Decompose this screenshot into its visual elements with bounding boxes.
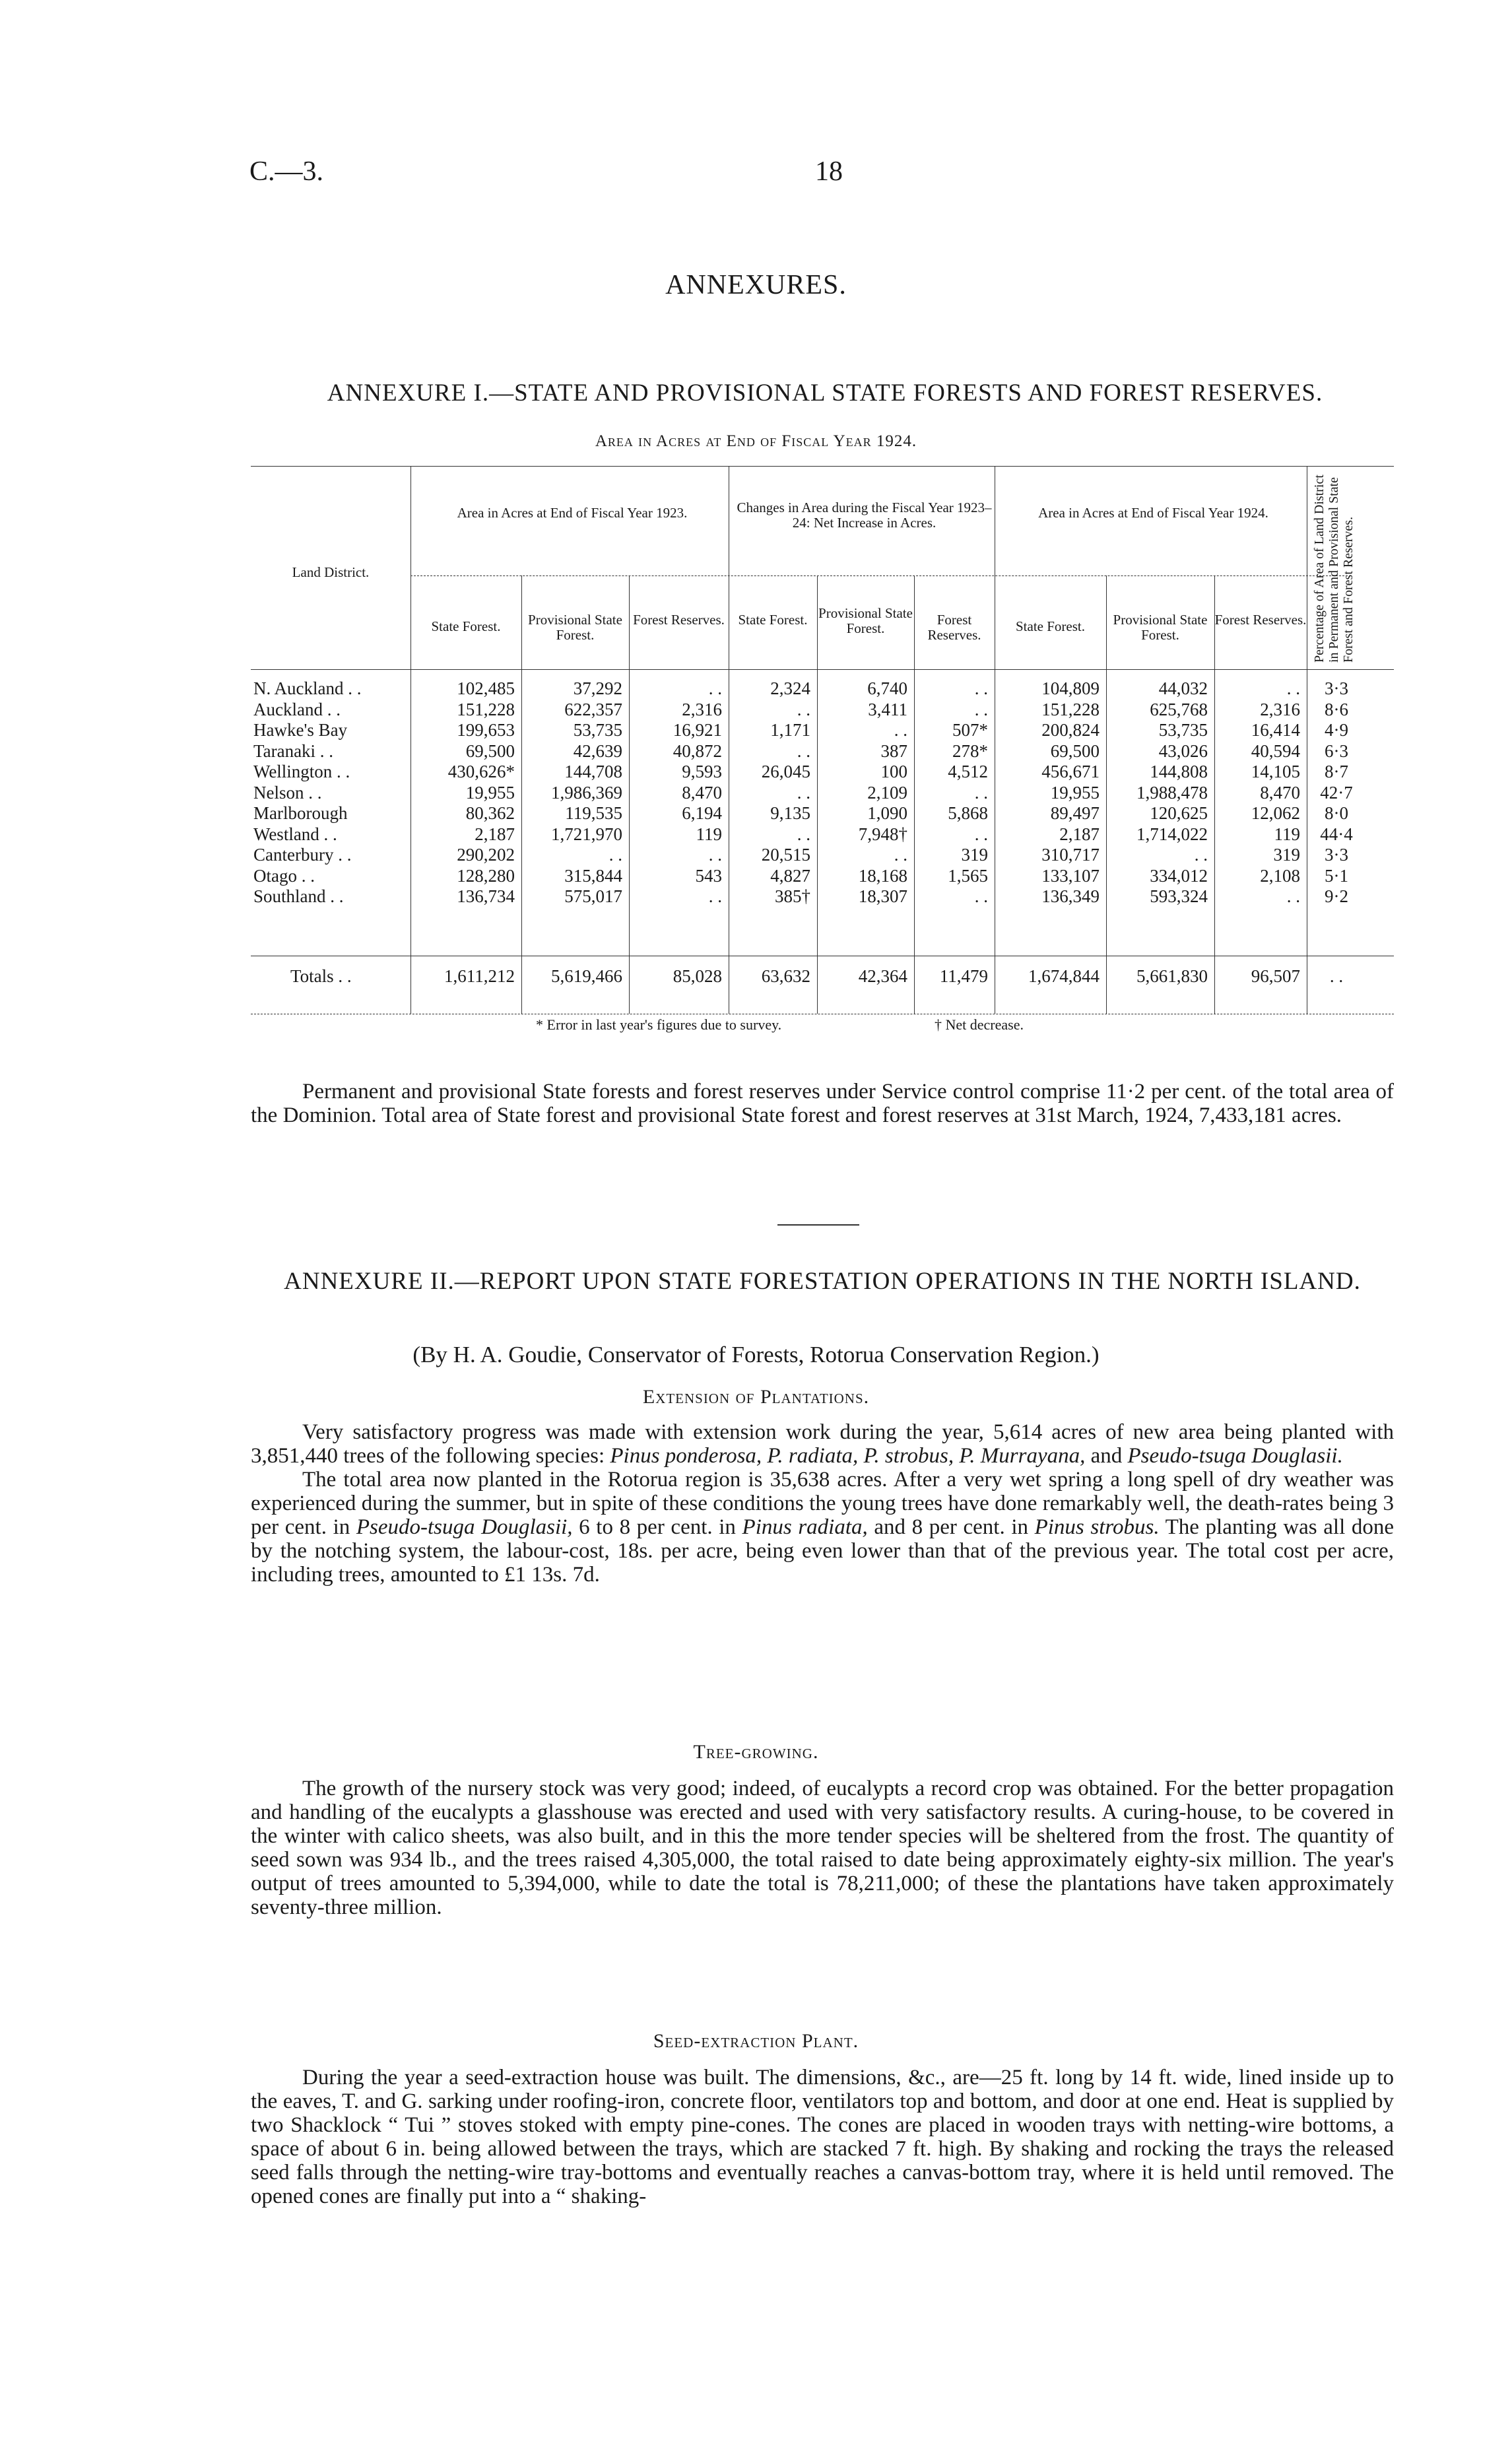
table-row-cell: 5,868	[948, 803, 988, 823]
extension-paragraph-2	[251, 1468, 1394, 1587]
sub-header: Provisional State Forest.	[1113, 612, 1208, 643]
table-row-cell: . .	[608, 845, 622, 865]
table-row-cell: 144,808	[1150, 762, 1208, 781]
text-run: Very satisfactory progress was made with extension work during the year, 5,614 acres of new area being planted with 3,851,440 trees of the following species:	[251, 1420, 1394, 1468]
table-row-cell: . .	[1286, 886, 1300, 906]
sub-header: Forest Reserves.	[927, 612, 981, 643]
table-row-cell: . .	[974, 700, 988, 719]
sub-header: Provisional State Forest.	[818, 605, 913, 636]
pct-header: Percentage of Area of Land District in Permanent and Provisional State Forest and Forest Reserves.	[1312, 475, 1356, 663]
section-title-tree-growing: Tree-growing.	[693, 1741, 819, 1763]
table-row-cell: . .	[1194, 845, 1208, 865]
totals-row-cell: 11,479	[939, 966, 988, 986]
table-row-cell: 3·3	[1325, 845, 1348, 865]
table-row-cell: 430,626*	[447, 762, 515, 781]
table-row-cell: 16,921	[673, 720, 722, 740]
table-row-cell: 456,671	[1041, 762, 1100, 781]
sub-header: Forest Reserves.	[1214, 612, 1307, 628]
table-row-cell: 2,187	[475, 824, 515, 844]
table-row-cell: . .	[708, 678, 722, 698]
table-row-cell: 310,717	[1041, 845, 1100, 865]
table-row-cell: 593,324	[1150, 886, 1208, 906]
section-seed-extraction-body	[251, 2066, 1394, 2208]
table-row-cell: 133,107	[1041, 866, 1100, 886]
table-row-cell: . .	[708, 886, 722, 906]
table-row-cell: 3·3	[1325, 678, 1348, 698]
table-row-district: Otago . .	[253, 866, 315, 886]
table-row-district: Taranaki . .	[253, 741, 334, 761]
table-row-cell: 1,171	[770, 720, 810, 740]
table-row-cell: 40,594	[1251, 741, 1300, 761]
table-row-cell: 5·1	[1325, 866, 1348, 886]
table-row-cell: 9,135	[770, 803, 810, 823]
table-row-cell: . .	[974, 678, 988, 698]
group1-header: Area in Acres at End of Fiscal Year 1923.	[457, 505, 688, 521]
table-row-cell: 6,194	[682, 803, 722, 823]
table-row-cell: 4,827	[770, 866, 810, 886]
table-row-cell: 8·6	[1325, 700, 1348, 719]
sub-header: State Forest.	[1016, 618, 1085, 634]
species-name: Pinus radiata,	[742, 1515, 868, 1539]
table-row-cell: 16,414	[1251, 720, 1300, 740]
table-row-cell: . .	[797, 741, 810, 761]
table-row-cell: 2,109	[867, 783, 907, 803]
table-row-cell: 42,639	[573, 741, 622, 761]
table-row-cell: 278*	[952, 741, 988, 761]
table-row-cell: 8,470	[1260, 783, 1300, 803]
table-row-cell: 543	[695, 866, 722, 886]
table-row-cell: 8·0	[1325, 803, 1348, 823]
text-run: and 8 per cent. in	[867, 1515, 1035, 1539]
table-row-cell: 136,349	[1041, 886, 1100, 906]
group2-header: Changes in Area during the Fiscal Year 1923–24: Net Increase in Acres.	[737, 500, 992, 531]
table-row-cell: 2,187	[1059, 824, 1100, 844]
table-row-cell: 37,292	[573, 678, 622, 698]
table-row-cell: . .	[1286, 678, 1300, 698]
table-row-cell: 26,045	[761, 762, 810, 781]
table-row-cell: 119	[1274, 824, 1300, 844]
table-row-cell: 1,565	[948, 866, 988, 886]
annex1-subheading: Area in Acres at End of Fiscal Year 1924.	[595, 432, 917, 450]
totals-row-cell: 1,674,844	[1028, 966, 1100, 986]
table-row-cell: 334,012	[1150, 866, 1208, 886]
tree-growing-paragraph: The growth of the nursery stock was very good; indeed, of eucalypts a record crop was obtained. For the better propagation and handling of the eucalypts a glasshouse was erected and used with very satisfactory results. A curing-house, to be covered in the winter with calico sheets, was also built, and in this the more tender species will be sheltered from the frost. The quantity of seed sown was 934 lb., and the trees raised 4,305,000, the total raised to date being approximately eighty-six million. The year's output of trees amounted to 5,394,000, while to date the total is 78,211,000; of these the plantations have taken approximately seventy-three million.	[251, 1777, 1394, 1919]
table-row-cell: 622,357	[564, 700, 622, 719]
totals-row-cell: 85,028	[673, 966, 722, 986]
table-row-cell: 12,062	[1251, 803, 1300, 823]
table-row-cell: 18,307	[858, 886, 907, 906]
table-row-cell: . .	[797, 824, 810, 844]
table-row-cell: 1,988,478	[1136, 783, 1208, 803]
totals-row-cell: . .	[1329, 966, 1344, 986]
text-run: The planting was all done by the notching system, the labour-cost, 18s. per acre, being even lower than that of the previous year. The total cost per acre, including trees, amounted to £1 13s. 7d.	[251, 1515, 1395, 1587]
table-row-cell: . .	[797, 700, 810, 719]
table-row-district: Southland . .	[253, 886, 344, 906]
table-row-cell: 53,735	[573, 720, 622, 740]
table-row-district: Hawke's Bay	[253, 720, 348, 740]
table-row-district: Wellington . .	[253, 762, 350, 781]
species-list: Pinus ponderosa, P. radiata, P. strobus, P. Murrayana,	[610, 1444, 1086, 1468]
table-row-district: Auckland . .	[253, 700, 341, 719]
col-land-district: Land District.	[292, 564, 370, 580]
annex2-byline: (By H. A. Goudie, Conservator of Forests, Rotorua Conservation Region.)	[412, 1342, 1100, 1367]
seed-extraction-paragraph: During the year a seed-extraction house was built. The dimensions, &c., are—25 ft. long by 14 ft. wide, lined inside up to the eaves, T. and G. sarking under roofing-iron, concrete floor, ventilators top and bottom, and door at one end. Heat is supplied by two Shacklock “ Tui ” stoves stoked with empty pine-cones. The cones are placed in wooden trays with netting-wire bottoms, a space of about 6 in. being allowed between the trays, which are stacked 7 ft. high. By shaking and rocking the trays the released seed falls through the netting-wire tray-bottoms and eventually reaches a canvas-bottom tray, where it is held until removed. The opened cones are finally put into a “ shaking-	[251, 2066, 1394, 2208]
table-row-cell: 387	[880, 741, 907, 761]
totals-row-cell: 5,661,830	[1136, 966, 1208, 986]
table-row-cell: 9·2	[1325, 886, 1348, 906]
table-row-cell: 19,955	[465, 783, 515, 803]
table-row-cell: 199,653	[457, 720, 515, 740]
footnote-star: * Error in last year's figures due to survey.	[536, 1016, 782, 1033]
table-row-cell: 315,844	[564, 866, 622, 886]
annex1-paragraph	[251, 1080, 1394, 1127]
section-tree-growing-body	[251, 1777, 1394, 1919]
table-row-cell: 119,535	[565, 803, 622, 823]
table-row-cell: 144,708	[564, 762, 622, 781]
table-row-cell: . .	[797, 783, 810, 803]
extension-paragraph-1	[251, 1420, 1394, 1468]
footnote-dagger: † Net decrease.	[935, 1016, 1024, 1033]
totals-row-cell: 5,619,466	[551, 966, 622, 986]
species-name: Pseudo-tsuga Douglasii,	[356, 1515, 573, 1539]
table-row-cell: 385†	[775, 886, 810, 906]
table-row-cell: 319	[1273, 845, 1300, 865]
table-row-cell: 8·7	[1325, 762, 1348, 781]
table-row-cell: 4,512	[948, 762, 988, 781]
table-row-cell: 290,202	[457, 845, 515, 865]
table-row-cell: 1,714,022	[1136, 824, 1208, 844]
totals-row-cell: 42,364	[858, 966, 907, 986]
totals-row-cell: 63,632	[761, 966, 810, 986]
table-row-cell: 6,740	[867, 678, 907, 698]
table-row-cell: 136,734	[457, 886, 515, 906]
table-row-cell: 200,824	[1041, 720, 1100, 740]
group3-header: Area in Acres at End of Fiscal Year 1924.	[1038, 505, 1268, 521]
text-run: The total area now planted in the Rotorua region is 35,638 acres. After a very wet spring a long spell of dry weather was experienced during the summer, but in spite of these conditions the young trees have done remarkably well, the death-rates being 3 per cent. in	[251, 1468, 1394, 1539]
annex1-paragraph-text: Permanent and provisional State forests and forest reserves under Service control comprise 11·2 per cent. of the total area of the Dominion. Total area of State forest and provisional State forest and forest reserves at 31st March, 1924, 7,433,181 acres.	[251, 1080, 1394, 1127]
table-row-cell: 2,324	[770, 678, 810, 698]
sub-header: State Forest.	[738, 612, 808, 628]
table-row-cell: 53,735	[1158, 720, 1208, 740]
table-row-district: Westland . .	[253, 824, 337, 844]
table-row-cell: 7,948†	[858, 824, 907, 844]
page-title: ANNEXURES.	[665, 270, 847, 300]
table-row-cell: . .	[894, 845, 907, 865]
table-row-cell: 507*	[952, 720, 988, 740]
sub-header: Provisional State Forest.	[528, 612, 622, 643]
table-row-cell: 319	[961, 845, 988, 865]
table-row-district: Marlborough	[253, 803, 348, 823]
table-row-cell: 20,515	[761, 845, 810, 865]
text-run: and	[1085, 1444, 1128, 1468]
species-name: Pinus strobus.	[1034, 1515, 1160, 1539]
table-row-cell: 89,497	[1050, 803, 1100, 823]
totals-row-cell: 96,507	[1251, 966, 1300, 986]
table-row-cell: . .	[974, 886, 988, 906]
table-row-cell: 69,500	[465, 741, 515, 761]
table-row-district: Nelson . .	[253, 783, 322, 803]
table-row-cell: 44·4	[1320, 824, 1353, 844]
table-row-cell: . .	[894, 720, 907, 740]
table-row-cell: 2,316	[1260, 700, 1300, 719]
table-row-cell: 1,986,369	[551, 783, 622, 803]
table-row-cell: 1,090	[867, 803, 907, 823]
page-number: 18	[815, 156, 843, 187]
table-row-cell: 100	[880, 762, 907, 781]
table-row-cell: 42·7	[1320, 783, 1353, 803]
table-row-cell: 102,485	[457, 678, 515, 698]
document-code: C.—3.	[249, 156, 324, 187]
species-list: Pseudo-tsuga Douglasii.	[1127, 1444, 1343, 1468]
table-row-cell: 6·3	[1325, 741, 1348, 761]
table-row-cell: 575,017	[564, 886, 622, 906]
table-row-cell: 43,026	[1158, 741, 1208, 761]
table-row-cell: 44,032	[1158, 678, 1208, 698]
section-title-seed-extraction: Seed-extraction Plant.	[653, 2030, 859, 2052]
table-row-cell: . .	[974, 824, 988, 844]
table-row-cell: 80,362	[465, 803, 515, 823]
table-row-cell: 4·9	[1325, 720, 1348, 740]
annex2-heading: ANNEXURE II.—REPORT UPON STATE FORESTATION OPERATIONS IN THE NORTH ISLAND.	[284, 1268, 1361, 1295]
annex1-heading: ANNEXURE I.—STATE AND PROVISIONAL STATE FORESTS AND FOREST RESERVES.	[327, 379, 1323, 407]
table-row-cell: 2,316	[682, 700, 722, 719]
table-row-cell: 151,228	[457, 700, 515, 719]
table-row-cell: 3,411	[868, 700, 907, 719]
table-row-cell: 18,168	[858, 866, 907, 886]
table-row-cell: 2,108	[1260, 866, 1300, 886]
totals-row-district: Totals . .	[290, 966, 352, 986]
table-row-cell: . .	[708, 845, 722, 865]
table-row-district: Canterbury . .	[253, 845, 352, 865]
text-run: 6 to 8 per cent. in	[572, 1515, 742, 1539]
table-row-cell: 119	[696, 824, 722, 844]
table-row-district: N. Auckland . .	[253, 678, 362, 698]
table-row-cell: 151,228	[1041, 700, 1100, 719]
table-row-cell: 104,809	[1041, 678, 1100, 698]
sub-header: Forest Reserves.	[633, 612, 725, 628]
sub-header: State Forest.	[431, 618, 501, 634]
section-extension-body	[251, 1420, 1394, 1587]
table-row-cell: 14,105	[1251, 762, 1300, 781]
table-row-cell: 9,593	[682, 762, 722, 781]
table-row-cell: . .	[974, 783, 988, 803]
table-row-cell: 19,955	[1050, 783, 1100, 803]
section-divider	[777, 1224, 859, 1226]
table-row-cell: 128,280	[457, 866, 515, 886]
totals-row-cell: 1,611,212	[444, 966, 515, 986]
table-row-cell: 8,470	[682, 783, 722, 803]
section-title-extension: Extension of Plantations.	[642, 1386, 870, 1408]
table-row-cell: 40,872	[673, 741, 722, 761]
table-row-cell: 69,500	[1050, 741, 1100, 761]
table-row-cell: 1,721,970	[551, 824, 622, 844]
table-row-cell: 625,768	[1150, 700, 1208, 719]
table-row-cell: 120,625	[1150, 803, 1208, 823]
forest-area-table	[251, 466, 1394, 1014]
